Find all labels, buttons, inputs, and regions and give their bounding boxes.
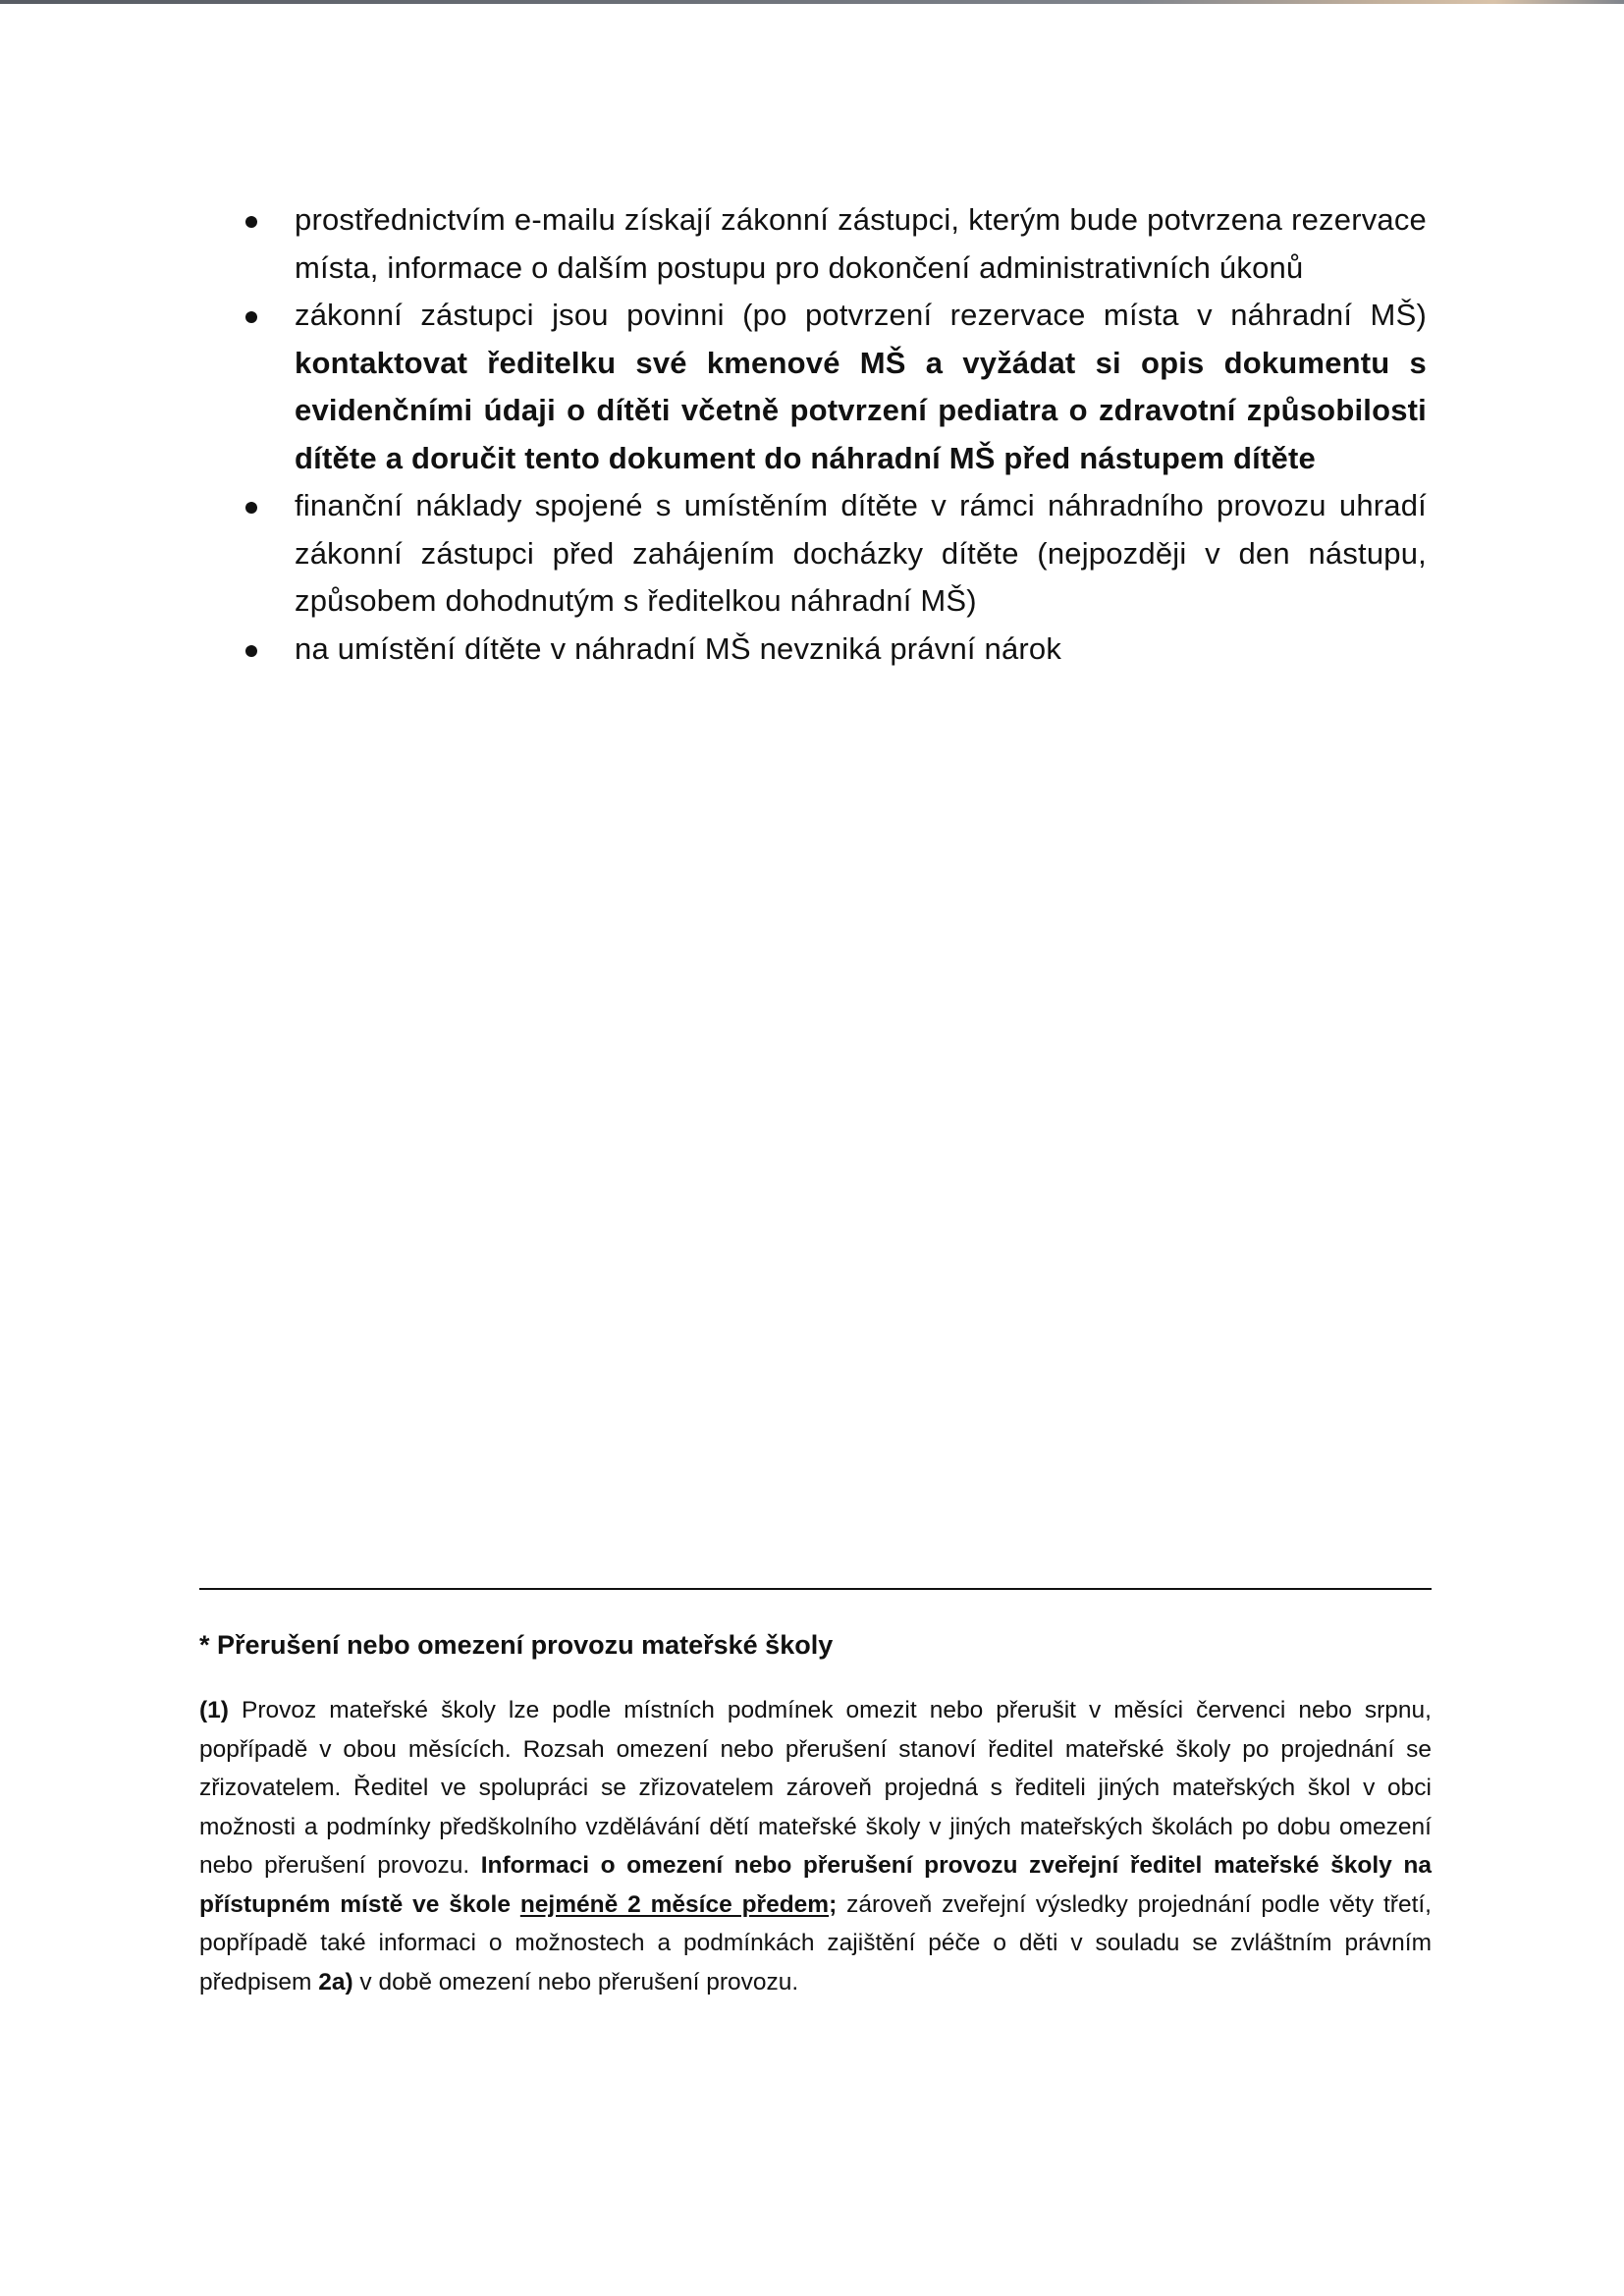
- footnote-title: * Přerušení nebo omezení provozu mateřské školy: [199, 1630, 834, 1660]
- paragraph-number: (1): [199, 1697, 229, 1723]
- paragraph-text: zároveň zveřejní výsledky projednání podle věty třetí, popřípadě také informaci o možnostech a podmínkách zajištění péče o děti v souladu se zvláštním právním předpisem: [199, 1890, 1432, 1995]
- bullet-item-contact-director: [244, 292, 1427, 482]
- bullet-list: [244, 196, 1427, 673]
- footnote-divider: [199, 1588, 1432, 1590]
- bullet-item-email-info: [244, 196, 1427, 292]
- bullet-item-costs: [244, 482, 1427, 626]
- bullet-item-no-legal-claim: [244, 626, 1427, 674]
- scan-top-edge: [0, 0, 1624, 4]
- bullet-icon: [245, 502, 257, 514]
- bullet-text: [295, 488, 1427, 618]
- footnote-paragraph: [199, 1691, 1432, 2001]
- bullet-icon: [245, 216, 257, 228]
- paragraph-bold-text: Informaci o omezení nebo přerušení provozu zveřejní ředitel mateřské školy na přístupném místě ve škole: [199, 1852, 1432, 1918]
- paragraph-text: Provoz mateřské školy lze podle místních podmínek omezit nebo přerušit v měsíci červenci nebo srpnu, popřípadě v obou měsících. Rozsah omezení nebo přerušení stanoví ředitel mateřské školy po projednání se zřizovatelem. Ředitel ve spolupráci se zřizovatelem zároveň projedná s řediteli jiných mateřských škol v obci možnosti a podmínky předškolního vzdělávání dětí mateřské školy v jiných mateřských školách po dobu omezení nebo přerušení provozu.: [199, 1697, 1432, 1879]
- bullet-text: [295, 631, 1061, 666]
- bullet-text-bold: kontaktovat ředitelku své kmenové MŠ a vyžádat si opis dokumentu s evidenčními údaji o dítěti včetně potvrzení pediatra o zdravotní způsobilosti dítěte a doručit tento dokument do náhradní MŠ před nástupem dítěte: [295, 345, 1427, 475]
- bullet-text: [295, 202, 1427, 285]
- bullet-text-regular: na umístění dítěte v náhradní MŠ nevzniká právní nárok: [295, 630, 1062, 666]
- paragraph-text: v době omezení nebo přerušení provozu.: [352, 1968, 799, 1995]
- paragraph-semicolon: ;: [829, 1890, 838, 1918]
- bullet-icon: [245, 311, 257, 323]
- legal-reference: 2a): [318, 1968, 353, 1995]
- bullet-text-regular: prostřednictvím e-mailu získají zákonní zástupci, kterým bude potvrzena rezervace místa, informace o dalším postupu pro dokončení administrativních úkonů: [295, 202, 1427, 285]
- bullet-text-regular: zákonní zástupci jsou povinni (po potvrzení rezervace místa v náhradní MŠ): [295, 298, 1427, 332]
- bullet-text: [295, 298, 1427, 475]
- bullet-text-regular: finanční náklady spojené s umístěním dítěte v rámci náhradního provozu uhradí zákonní zástupci před zahájením docházky dítěte (nejpozději v den nástupu, způsobem dohodnutým s ředitelkou náhradní MŠ): [295, 488, 1427, 618]
- bullet-icon: [245, 645, 257, 657]
- paragraph-deadline-underlined: nejméně 2 měsíce předem: [519, 1890, 830, 1918]
